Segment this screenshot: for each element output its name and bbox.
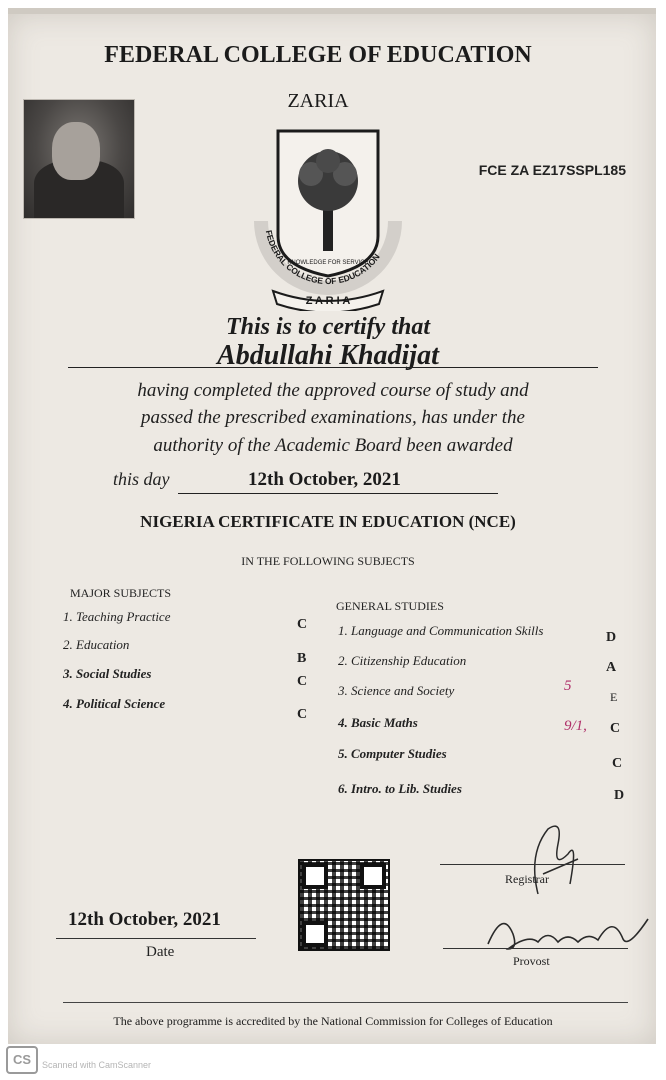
verification-qr-code[interactable]	[298, 859, 390, 951]
date-line	[56, 938, 256, 939]
basic-maths-annotation: 9/1,	[564, 718, 587, 734]
reference-number: FCE ZA EZ17SSPL185	[478, 162, 626, 178]
general-grade-2: A	[606, 660, 617, 675]
crest-motto: KNOWLEDGE FOR SERVICE	[287, 260, 369, 266]
major-grade-3: C	[297, 674, 308, 689]
general-subject-4: 4. Basic Maths	[338, 715, 418, 730]
body-line-3: authority of the Academic Board been awarded	[153, 435, 513, 456]
general-grade-4: C	[610, 721, 621, 736]
camscanner-text: Scanned with CamScanner	[42, 1060, 152, 1070]
major-grade-2: B	[297, 651, 307, 666]
registrar-label: Registrar	[505, 872, 549, 886]
crest-ribbon-text: Z A R I A	[305, 295, 351, 307]
general-subject-3: 3. Science and Society	[338, 683, 455, 698]
major-subject-1: 1. Teaching Practice	[63, 609, 171, 624]
general-grade-5: C	[612, 756, 623, 771]
day-label: this day	[113, 469, 170, 489]
provost-signature	[478, 904, 658, 964]
subjects-heading: IN THE FOLLOWING SUBJECTS	[241, 554, 415, 568]
registrar-signature	[508, 814, 598, 904]
camscanner-logo: CS	[6, 1046, 38, 1074]
major-subjects-title: MAJOR SUBJECTS	[70, 586, 172, 600]
science-society-annotation: 5	[564, 678, 572, 694]
general-subject-6: 6. Intro. to Lib. Studies	[338, 781, 462, 796]
institution-city: ZARIA	[287, 90, 349, 112]
general-grade-6: D	[614, 788, 625, 803]
body-line-1: having completed the approved course of study and	[137, 380, 529, 401]
general-subject-2: 2. Citizenship Education	[338, 653, 467, 668]
major-grade-1: C	[297, 617, 308, 632]
recipient-name: Abdullahi Khadijat	[217, 340, 439, 371]
major-subject-3: 3. Social Studies	[63, 666, 152, 681]
general-grade-3: E	[610, 690, 618, 704]
general-grade-1: D	[606, 630, 617, 645]
footer-divider	[63, 1002, 628, 1003]
award-title: NIGERIA CERTIFICATE IN EDUCATION (NCE)	[140, 512, 516, 531]
name-underline	[68, 367, 598, 368]
certify-text: This is to certify that	[226, 314, 430, 340]
provost-label: Provost	[513, 954, 550, 968]
body-line-2: passed the prescribed examinations, has under the	[141, 407, 525, 428]
signature-date: 12th October, 2021	[68, 909, 221, 930]
major-grade-4: C	[297, 707, 308, 722]
major-subject-4: 4. Political Science	[63, 696, 166, 711]
registrar-line	[440, 864, 625, 865]
provost-line	[443, 948, 628, 949]
date-label: Date	[146, 944, 175, 960]
accreditation-text: The above programme is accredited by the National Commission for Colleges of Education	[113, 1014, 553, 1028]
institution-name: FEDERAL COLLEGE OF EDUCATION	[104, 42, 532, 68]
major-subject-2: 2. Education	[63, 637, 130, 652]
award-date: 12th October, 2021	[248, 469, 401, 490]
general-subject-1: 1. Language and Communication Skills	[338, 623, 544, 638]
general-studies-title: GENERAL STUDIES	[336, 599, 444, 613]
general-subject-5: 5. Computer Studies	[338, 746, 447, 761]
day-underline	[178, 493, 498, 494]
college-crest	[253, 126, 403, 311]
crest-ring-text: FEDERAL COLLEGE OF EDUCATION	[263, 229, 382, 287]
certificate-page	[8, 8, 656, 1044]
student-photo	[23, 99, 135, 219]
